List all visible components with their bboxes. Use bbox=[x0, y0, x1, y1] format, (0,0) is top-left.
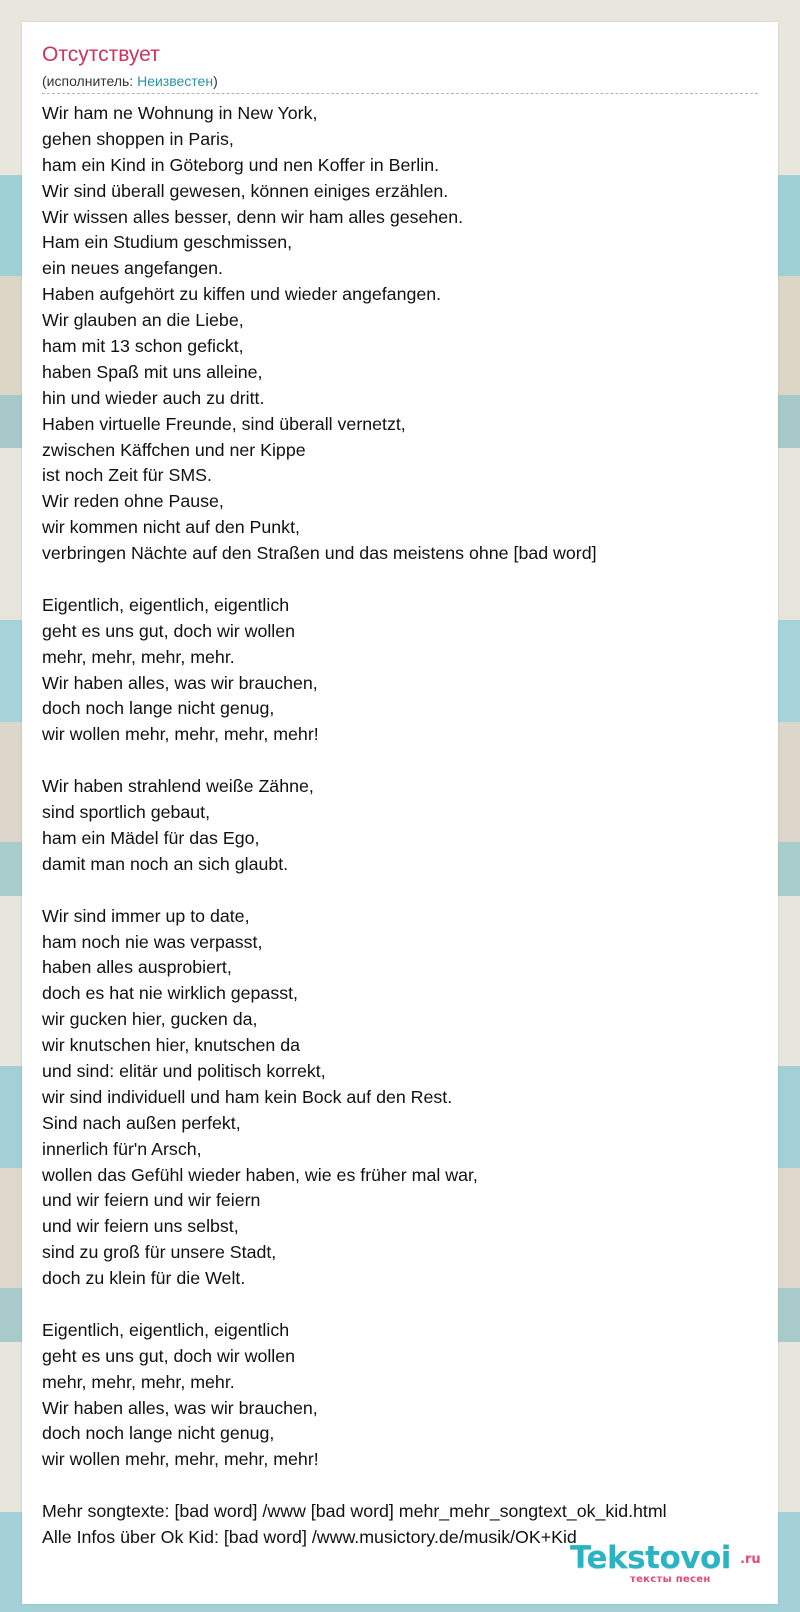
lyric-line: ist noch Zeit für SMS. bbox=[42, 465, 212, 486]
lyric-line: wir wollen mehr, mehr, mehr, mehr! bbox=[42, 724, 319, 745]
lyric-line: haben Spaß mit uns alleine, bbox=[42, 361, 263, 382]
lyric-line: Alle Infos über Ok Kid: [bad word] /www.musictory.de/musik/OK+Kid bbox=[42, 1526, 577, 1547]
lyric-line: Wir haben strahlend weiße Zähne, bbox=[42, 776, 314, 797]
lyric-line: ham mit 13 schon gefickt, bbox=[42, 336, 244, 357]
lyric-line: doch es hat nie wirklich gepasst, bbox=[42, 983, 298, 1004]
lyric-line: und wir feiern und wir feiern bbox=[42, 1190, 261, 1211]
lyric-line: innerlich für'n Arsch, bbox=[42, 1138, 202, 1159]
lyric-line: geht es uns gut, doch wir wollen bbox=[42, 620, 296, 641]
lyric-line: wir kommen nicht auf den Punkt, bbox=[42, 517, 300, 538]
lyric-line: ein neues angefangen. bbox=[42, 258, 223, 279]
lyric-line: Wir sind immer up to date, bbox=[42, 905, 250, 926]
lyric-line: wir wollen mehr, mehr, mehr, mehr! bbox=[42, 1449, 319, 1470]
lyric-line: verbringen Nächte auf den Straßen und das meistens ohne [bad word] bbox=[42, 543, 597, 564]
logo-tld: .ru bbox=[740, 1552, 761, 1567]
song-title: Отсутствует bbox=[42, 43, 160, 66]
lyric-blank-line bbox=[42, 748, 762, 774]
lyric-line: hin und wieder auch zu dritt. bbox=[42, 387, 265, 408]
lyric-line: Haben aufgehört zu kiffen und wieder angefangen. bbox=[42, 284, 442, 305]
lyric-line: Wir ham ne Wohnung in New York, bbox=[42, 103, 318, 123]
lyric-line: Wir sind überall gewesen, können einiges erzählen. bbox=[42, 180, 449, 201]
lyric-line: Sind nach außen perfekt, bbox=[42, 1112, 241, 1133]
lyric-line: sind zu groß für unsere Stadt, bbox=[42, 1242, 277, 1263]
artist-prefix: (исполнитель: bbox=[42, 73, 138, 89]
lyric-line: ham ein Kind in Göteborg und nen Koffer in Berlin. bbox=[42, 154, 440, 175]
lyric-line: ham noch nie was verpasst, bbox=[42, 931, 263, 952]
lyric-line: sind sportlich gebaut, bbox=[42, 802, 211, 823]
lyric-line: doch zu klein für die Welt. bbox=[42, 1268, 246, 1289]
lyric-line: und sind: elitär und politisch korrekt, bbox=[42, 1060, 326, 1081]
lyrics-text bbox=[42, 101, 762, 1551]
lyric-line: wir gucken hier, gucken da, bbox=[42, 1009, 258, 1030]
artist-line bbox=[42, 72, 218, 90]
lyric-line: geht es uns gut, doch wir wollen bbox=[42, 1345, 296, 1366]
lyric-line: wollen das Gefühl wieder haben, wie es früher mal war, bbox=[42, 1164, 478, 1185]
lyric-blank-line bbox=[42, 567, 762, 593]
lyrics-panel bbox=[22, 22, 778, 1604]
lyric-line: Haben virtuelle Freunde, sind überall vernetzt, bbox=[42, 413, 406, 434]
lyric-line: und wir feiern uns selbst, bbox=[42, 1216, 239, 1237]
lyric-blank-line bbox=[42, 1473, 762, 1499]
lyric-line: haben alles ausprobiert, bbox=[42, 957, 232, 978]
lyric-line: wir knutschen hier, knutschen da bbox=[42, 1035, 300, 1056]
lyric-line: Wir glauben an die Liebe, bbox=[42, 310, 244, 331]
lyric-line: doch noch lange nicht genug, bbox=[42, 1423, 275, 1444]
lyric-line: Eigentlich, eigentlich, eigentlich bbox=[42, 1319, 290, 1340]
lyric-line: Wir reden ohne Pause, bbox=[42, 491, 224, 512]
lyric-blank-line bbox=[42, 1292, 762, 1318]
title-divider bbox=[42, 93, 758, 94]
lyric-line: damit man noch an sich glaubt. bbox=[42, 853, 289, 874]
lyric-line: mehr, mehr, mehr, mehr. bbox=[42, 1371, 235, 1392]
lyric-line: gehen shoppen in Paris, bbox=[42, 128, 234, 149]
lyric-line: Eigentlich, eigentlich, eigentlich bbox=[42, 594, 290, 615]
lyric-line: mehr, mehr, mehr, mehr. bbox=[42, 646, 235, 667]
lyric-blank-line bbox=[42, 878, 762, 904]
lyric-line: Ham ein Studium geschmissen, bbox=[42, 232, 293, 253]
lyric-line: Wir haben alles, was wir brauchen, bbox=[42, 672, 318, 693]
lyric-line: wir sind individuell und ham kein Bock auf den Rest. bbox=[42, 1086, 453, 1107]
lyric-line: zwischen Käffchen und ner Kippe bbox=[42, 439, 306, 460]
lyric-line: Mehr songtexte: [bad word] /www [bad word] mehr_mehr_songtext_ok_kid.html bbox=[42, 1501, 667, 1522]
lyric-line: Wir wissen alles besser, denn wir ham alles gesehen. bbox=[42, 206, 464, 227]
artist-suffix: ) bbox=[213, 73, 218, 89]
site-logo[interactable] bbox=[570, 1540, 780, 1592]
artist-link[interactable]: Неизвестен bbox=[137, 73, 214, 89]
logo-tagline: тексты песен bbox=[630, 1574, 711, 1585]
lyric-line: Wir haben alles, was wir brauchen, bbox=[42, 1397, 318, 1418]
lyric-line: ham ein Mädel für das Ego, bbox=[42, 827, 260, 848]
logo-wordmark: Tekstovoi bbox=[570, 1540, 731, 1576]
lyric-line: doch noch lange nicht genug, bbox=[42, 698, 275, 719]
